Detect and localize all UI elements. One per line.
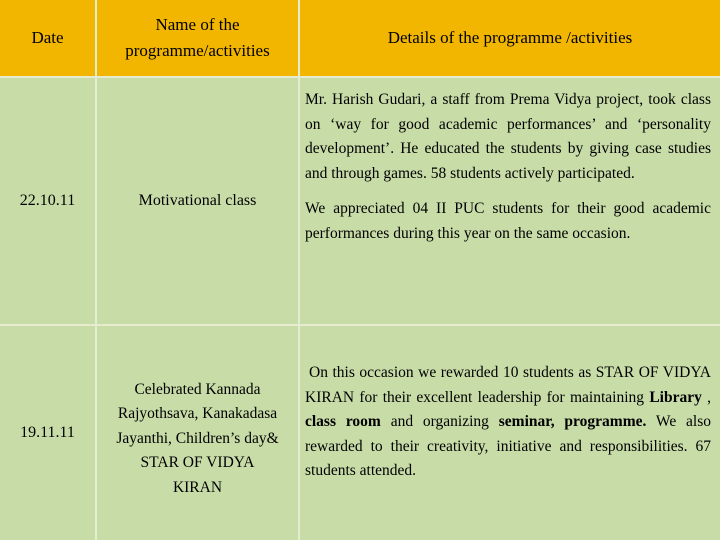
row1-details-paragraph-2: We appreciated 04 II PUC students for their good academic performances during this year on the same occasion. <box>305 200 711 242</box>
header-date-cell <box>0 0 97 78</box>
header-name: Name of the programme/activities <box>125 15 270 60</box>
header-details-cell <box>300 0 720 78</box>
row2-details-cell <box>300 326 720 540</box>
row2-name-line: KIRAN <box>172 478 223 496</box>
row2-name-line: STAR OF VIDYA <box>140 454 255 472</box>
row2-details-text-mid2: and organizing <box>380 413 499 430</box>
row2-details-text-mid1: , <box>701 388 712 406</box>
row2-details-paragraph <box>305 361 711 484</box>
row1-details-cell <box>300 78 720 326</box>
row1-date: 22.10.11 <box>19 192 76 209</box>
row2-details-bold-classroom: class room <box>305 413 381 430</box>
row2-name-line: Jayanthi, Children’s day& <box>116 429 279 447</box>
row2-date-cell <box>0 326 97 540</box>
row1-name-cell <box>97 78 300 326</box>
header-name-cell <box>97 0 300 78</box>
row2-details-bold-library: Library <box>649 388 702 406</box>
row2-name-cell <box>97 326 300 540</box>
row2-name-line: Celebrated Kannada <box>134 380 261 398</box>
row1-name: Motivational class <box>138 192 257 209</box>
row2-date: 19.11.11 <box>20 424 75 441</box>
row2-details-text-pre: On this occasion we rewarded 10 students as STAR OF VIDYA KIRAN for their excellent leadership for maintaining <box>305 364 711 406</box>
row1-details-paragraph-1: Mr. Harish Gudari, a staff from Prema Vidya project, took class on ‘way for good academic performances’ and ‘personality development’. He educated the students by giving case studies and through games. 58 students actively participated. <box>305 91 711 182</box>
row2-details-bold-seminar: seminar, programme. <box>498 413 647 430</box>
row2-name-line: Rajyothsava, Kanakadasa <box>117 405 278 423</box>
header-details: Details of the programme /activities <box>387 28 633 47</box>
row1-date-cell <box>0 78 97 326</box>
row2-details-text-post: We also rewarded to their creativity, initiative and responsibilities. 67 students attended. <box>305 413 712 479</box>
header-date: Date <box>31 28 64 47</box>
